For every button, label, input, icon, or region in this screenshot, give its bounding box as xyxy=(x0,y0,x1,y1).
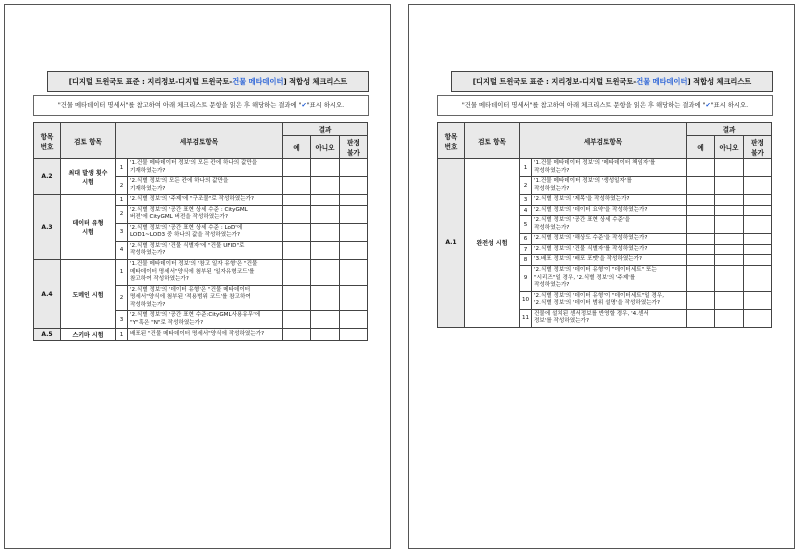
result-na-cell[interactable] xyxy=(340,260,368,286)
detail-number: 1 xyxy=(116,195,128,206)
result-yes-cell[interactable] xyxy=(687,195,715,206)
result-na-cell[interactable] xyxy=(744,216,772,234)
detail-text: '1.건물 메타데이터 정보'의 '생성일자'를 작성하였는가? xyxy=(532,177,687,195)
checklist-page-right xyxy=(408,4,795,549)
result-na-cell[interactable] xyxy=(744,195,772,206)
result-yes-cell[interactable] xyxy=(687,177,715,195)
item-number: A.2 xyxy=(34,159,61,195)
detail-number: 4 xyxy=(116,241,128,259)
result-yes-cell[interactable] xyxy=(283,177,311,195)
result-yes-cell[interactable] xyxy=(283,159,311,177)
header-yes: 예 xyxy=(283,136,311,159)
checklist-title xyxy=(47,71,369,92)
checklist-row xyxy=(34,195,368,206)
detail-number: 6 xyxy=(520,234,532,245)
result-no-cell[interactable] xyxy=(311,159,340,177)
header-no: 아니오 xyxy=(311,136,340,159)
detail-number: 3 xyxy=(116,223,128,241)
result-na-cell[interactable] xyxy=(340,329,368,341)
result-no-cell[interactable] xyxy=(715,309,744,327)
checklist-table xyxy=(437,122,772,328)
title-text-prefix: [디지털 트윈국토 표준 : 지리정보-디지털 트윈국토- xyxy=(472,77,637,86)
result-yes-cell[interactable] xyxy=(283,329,311,341)
checkmark-icon: ✔ xyxy=(301,102,307,109)
detail-text: '2.식별 정보'의 '공간 표현 상세 수준 : CityGML 버전'에 CityGML 버전을 작성하였는가? xyxy=(128,205,283,223)
detail-number: 2 xyxy=(116,285,128,311)
detail-text: '1.건물 메타데이터 정보'의 '참고 일자 유형'은 "건물 메타데이터 명세서"양식에 첨부된 '일자유형코드'를 참고하여 작성하였는가? xyxy=(128,260,283,286)
detail-text: '2.식별 정보'의 모든 칸에 하나의 값만을 기재하였는가? xyxy=(128,177,283,195)
result-yes-cell[interactable] xyxy=(687,244,715,255)
detail-number: 3 xyxy=(116,311,128,329)
detail-text: '1.건물 메타데이터 정보'의 모든 칸에 하나의 값만을 기재하였는가? xyxy=(128,159,283,177)
result-no-cell[interactable] xyxy=(715,291,744,309)
detail-text: '2.식별 정보'의 '제목'을 작성하였는가? xyxy=(532,195,687,206)
result-na-cell[interactable] xyxy=(744,159,772,177)
result-no-cell[interactable] xyxy=(715,177,744,195)
header-result: 결과 xyxy=(283,123,368,136)
checklist-table xyxy=(33,122,368,341)
item-number: A.1 xyxy=(438,159,465,328)
detail-number: 7 xyxy=(520,244,532,255)
header-no: 아니오 xyxy=(715,136,744,159)
result-na-cell[interactable] xyxy=(340,241,368,259)
result-no-cell[interactable] xyxy=(311,311,340,329)
detail-number: 1 xyxy=(116,159,128,177)
test-item-name: 최대 발생 횟수 시험 xyxy=(61,159,116,195)
result-yes-cell[interactable] xyxy=(283,223,311,241)
result-no-cell[interactable] xyxy=(311,285,340,311)
detail-number: 1 xyxy=(116,329,128,341)
result-yes-cell[interactable] xyxy=(283,195,311,206)
checklist-page-left xyxy=(4,4,391,549)
result-yes-cell[interactable] xyxy=(687,266,715,292)
detail-text: '2.식별 정보'의 '공간 표현 상세 수준 : LoD'에 LOD1~LOD3 중 하나의 값을 작성하였는가? xyxy=(128,223,283,241)
result-na-cell[interactable] xyxy=(744,255,772,266)
result-na-cell[interactable] xyxy=(340,205,368,223)
checklist-row xyxy=(34,159,368,177)
result-na-cell[interactable] xyxy=(744,291,772,309)
result-yes-cell[interactable] xyxy=(687,291,715,309)
instruction-text-suffix: "표시 하시오. xyxy=(710,102,749,109)
result-yes-cell[interactable] xyxy=(283,205,311,223)
detail-number: 11 xyxy=(520,309,532,327)
header-item-no: 항목 번호 xyxy=(34,123,61,159)
detail-number: 2 xyxy=(116,177,128,195)
instruction-text-prefix: "건물 메타데이터 명세서"를 참고하여 아래 체크리스트 문항을 읽은 후 해당하는 결과에 " xyxy=(57,102,302,109)
checklist-title xyxy=(451,71,773,92)
detail-text: '2.식별 정보'의 '공간 표현 상세 수준'을 작성하였는가? xyxy=(532,216,687,234)
detail-text: '2.식별 정보'의 '건물 식별자'를 작성하였는가? xyxy=(532,244,687,255)
result-no-cell[interactable] xyxy=(715,244,744,255)
result-yes-cell[interactable] xyxy=(687,205,715,216)
result-na-cell[interactable] xyxy=(340,311,368,329)
header-detail: 세부검토항목 xyxy=(520,123,687,159)
instruction-text-prefix: "건물 메타데이터 명세서"를 참고하여 아래 체크리스트 문항을 읽은 후 해당하는 결과에 " xyxy=(461,102,706,109)
result-na-cell[interactable] xyxy=(744,309,772,327)
instruction-text-suffix: "표시 하시오. xyxy=(306,102,345,109)
detail-text: '3.배포 정보'의 '배포 포맷'을 작성하였는가? xyxy=(532,255,687,266)
title-text-suffix: ] 적합성 체크리스트 xyxy=(283,77,348,86)
result-no-cell[interactable] xyxy=(311,177,340,195)
result-na-cell[interactable] xyxy=(744,177,772,195)
detail-number: 2 xyxy=(116,205,128,223)
title-text-highlight: 건물 메타데이터 xyxy=(232,77,284,86)
result-no-cell[interactable] xyxy=(311,223,340,241)
detail-number: 4 xyxy=(520,205,532,216)
result-yes-cell[interactable] xyxy=(283,260,311,286)
detail-number: 1 xyxy=(116,260,128,286)
result-no-cell[interactable] xyxy=(311,329,340,341)
test-item-name: 데이터 유형 시험 xyxy=(61,195,116,260)
detail-text: '2.식별 정보'의 '데이터 유형'이 "데이터세트" 또는 "시리즈"일 경우, '2.식별 정보'의 '주제'를 작성하였는가? xyxy=(532,266,687,292)
result-yes-cell[interactable] xyxy=(687,234,715,245)
result-yes-cell[interactable] xyxy=(687,309,715,327)
item-number: A.4 xyxy=(34,260,61,329)
detail-number: 9 xyxy=(520,266,532,292)
checklist-instruction xyxy=(33,95,369,116)
header-na: 판정 불가 xyxy=(744,136,772,159)
detail-text: '2.식별 정보'의 '공간 표현 수준:CityGML사용유무'에 "Y"혹은 "N"로 작성하였는가? xyxy=(128,311,283,329)
result-no-cell[interactable] xyxy=(715,216,744,234)
result-yes-cell[interactable] xyxy=(283,311,311,329)
result-no-cell[interactable] xyxy=(715,195,744,206)
result-yes-cell[interactable] xyxy=(687,216,715,234)
header-detail: 세부검토항목 xyxy=(116,123,283,159)
result-na-cell[interactable] xyxy=(340,177,368,195)
header-na: 판정 불가 xyxy=(340,136,368,159)
detail-number: 1 xyxy=(520,159,532,177)
result-na-cell[interactable] xyxy=(744,244,772,255)
result-no-cell[interactable] xyxy=(311,260,340,286)
title-text-suffix: ] 적합성 체크리스트 xyxy=(687,77,752,86)
header-item-no: 항목 번호 xyxy=(438,123,465,159)
detail-text: 건물에 설치된 센서정보를 반영할 경우, '4.센서 정보'를 작성하였는가? xyxy=(532,309,687,327)
detail-number: 10 xyxy=(520,291,532,309)
result-na-cell[interactable] xyxy=(744,266,772,292)
result-na-cell[interactable] xyxy=(340,195,368,206)
detail-number: 3 xyxy=(520,195,532,206)
detail-text: '1.건물 메타데이터 정보'의 '메타데이터 책임자'를 작성하였는가? xyxy=(532,159,687,177)
result-na-cell[interactable] xyxy=(340,159,368,177)
detail-number: 8 xyxy=(520,255,532,266)
result-no-cell[interactable] xyxy=(311,205,340,223)
header-yes: 예 xyxy=(687,136,715,159)
result-no-cell[interactable] xyxy=(311,241,340,259)
detail-number: 2 xyxy=(520,177,532,195)
title-text-prefix: [디지털 트윈국토 표준 : 지리정보-디지털 트윈국토- xyxy=(68,77,233,86)
result-no-cell[interactable] xyxy=(715,234,744,245)
detail-text: '2.식별 정보'의 '건물 식별자'에 "건물 UFID"로 작성하였는가? xyxy=(128,241,283,259)
title-text-highlight: 건물 메타데이터 xyxy=(636,77,688,86)
detail-text: 배포된 "건물 메타데이터 명세서"양식에 작성하였는가? xyxy=(128,329,283,341)
result-yes-cell[interactable] xyxy=(283,241,311,259)
result-na-cell[interactable] xyxy=(744,234,772,245)
result-no-cell[interactable] xyxy=(311,195,340,206)
detail-text: '2.식별 정보'의 '데이터 유형'은 "건물 메타데이터 명세서"양식에 첨부된 '적용범위 코드'를 참고하여 작성하였는가? xyxy=(128,285,283,311)
detail-text: '2.식별 정보'의 '주제'에 "구조물"로 작성하였는가? xyxy=(128,195,283,206)
result-na-cell[interactable] xyxy=(340,285,368,311)
detail-text: '2.식별 정보'의 '데이터 요약'을 작성하였는가? xyxy=(532,205,687,216)
checklist-row xyxy=(438,159,772,177)
detail-number: 5 xyxy=(520,216,532,234)
item-number: A.3 xyxy=(34,195,61,260)
result-na-cell[interactable] xyxy=(744,205,772,216)
result-na-cell[interactable] xyxy=(340,223,368,241)
detail-text: '2.식별 정보'의 '해상도 수준'을 작성하였는가? xyxy=(532,234,687,245)
result-yes-cell[interactable] xyxy=(687,159,715,177)
checklist-row xyxy=(34,260,368,286)
header-result: 결과 xyxy=(687,123,772,136)
test-item-name: 완전성 시험 xyxy=(465,159,520,328)
checklist-instruction xyxy=(437,95,773,116)
result-yes-cell[interactable] xyxy=(687,255,715,266)
result-no-cell[interactable] xyxy=(715,255,744,266)
result-no-cell[interactable] xyxy=(715,205,744,216)
test-item-name: 도메인 시험 xyxy=(61,260,116,329)
result-no-cell[interactable] xyxy=(715,266,744,292)
checklist-row xyxy=(34,329,368,341)
result-yes-cell[interactable] xyxy=(283,285,311,311)
header-test-item: 검토 항목 xyxy=(465,123,520,159)
header-test-item: 검토 항목 xyxy=(61,123,116,159)
result-no-cell[interactable] xyxy=(715,159,744,177)
checkmark-icon: ✔ xyxy=(705,102,711,109)
detail-text: '2.식별 정보'의 '데이터 유형'이 "데이터세트"일 경우, '2.식별 정보'의 '데이터 범위 설명'을 작성하였는가? xyxy=(532,291,687,309)
item-number: A.5 xyxy=(34,329,61,341)
test-item-name: 스키마 시험 xyxy=(61,329,116,341)
